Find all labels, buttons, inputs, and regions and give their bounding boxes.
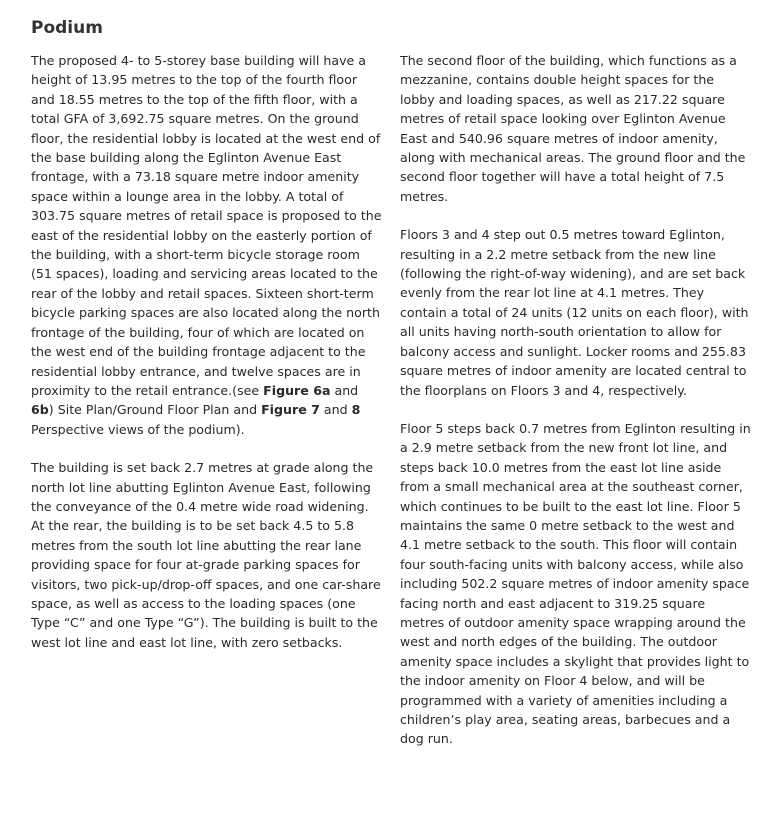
left-column (31, 51, 383, 768)
section-heading: Podium (31, 18, 103, 38)
figure-reference: 6b (31, 402, 49, 418)
paragraph-text: Perspective views of the podium). (31, 421, 245, 437)
paragraph: Floor 5 steps back 0.7 metres from Eglinton resulting in a 2.9 metre setback from the new front lot line, and steps back 10.0 metres from the east lot line aside from a small mechanical area at the southeast corner, which continues to be built to the east lot line. Floor 5 maintains the same 0 metre setback to the west and 4.1 metre setback to the south. This floor will contain four south-facing units with balcony access, while also including 502.2 square metres of indoor amenity space facing north and east adjacent to 319.25 square metres of outdoor amenity space wrapping around the west and north edges of the building. The outdoor amenity space includes a skylight that provides light to the indoor amenity on Floor 4 below, and will be programmed with a variety of amenities including a children’s play area, seating areas, barbecues and a dog run. (400, 420, 751, 747)
paragraph-text: and (319, 402, 352, 418)
paragraph-text: and (330, 382, 359, 398)
figure-reference: Figure 6a (263, 382, 331, 398)
paragraph: Floors 3 and 4 step out 0.5 metres toward Eglinton, resulting in a 2.2 metre setback from the new line (following the right-of-way widening), and are set back evenly from the rear lot line at 4.1 metres. They contain a total of 24 units (12 units on each floor), with all units having north-south orientation to allow for balcony access and sunlight. Locker rooms and 255.83 square metres of indoor amenity are located central to the floorplans on Floors 3 and 4, respectively. (400, 227, 749, 398)
figure-reference: 8 (351, 402, 361, 418)
text-columns (31, 51, 763, 768)
figure-reference: Figure 7 (261, 402, 320, 418)
paragraph-text: The proposed 4- to 5-storey base building will have a height of 13.95 metres to the top of the fourth floor and 18.55 metres to the top of the fifth floor, with a total GFA of 3,692.75 square metres. On the ground floor, the residential lobby is located at the west end of the base building along the Eglinton Avenue East frontage, with a 73.18 square metre indoor amenity space within a lounge area in the lobby. A total of 303.75 square metres of retail space is proposed to the east of the residential lobby on the easterly portion of the building, with a short-term bicycle storage room (51 spaces), loading and servicing areas located to the rear of the lobby and retail spaces. Sixteen short-term bicycle parking spaces are also located along the north frontage of the building, four of which are located on the west end of the building frontage adjacent to the residential lobby entrance, and twelve spaces are in proximity to the retail entrance.(see (31, 53, 382, 398)
paragraph (31, 51, 383, 439)
paragraph: The second floor of the building, which functions as a mezzanine, contains double height spaces for the lobby and loading spaces, as well as 217.22 square metres of retail space looking over Eglinton Avenue East and 540.96 square metres of indoor amenity, along with mechanical areas. The ground floor and the second floor together will have a total height of 7.5 metres. (400, 53, 746, 204)
paragraph-text: ) Site Plan/Ground Floor Plan and (48, 402, 262, 418)
right-column (400, 51, 752, 768)
paragraph: The building is set back 2.7 metres at grade along the north lot line abutting Eglinton Avenue East, following the conveyance of the 0.4 metre wide road widening. At the rear, the building is to be set back 4.5 to 5.8 metres from the south lot line abutting the rear lane providing space for four at-grade parking spaces for visitors, two pick-up/drop-off spaces, and one car-share space, as well as access to the loading spaces (one Type “C” and one Type “G”). The building is built to the west lot line and east lot line, with zero setbacks. (31, 460, 381, 650)
